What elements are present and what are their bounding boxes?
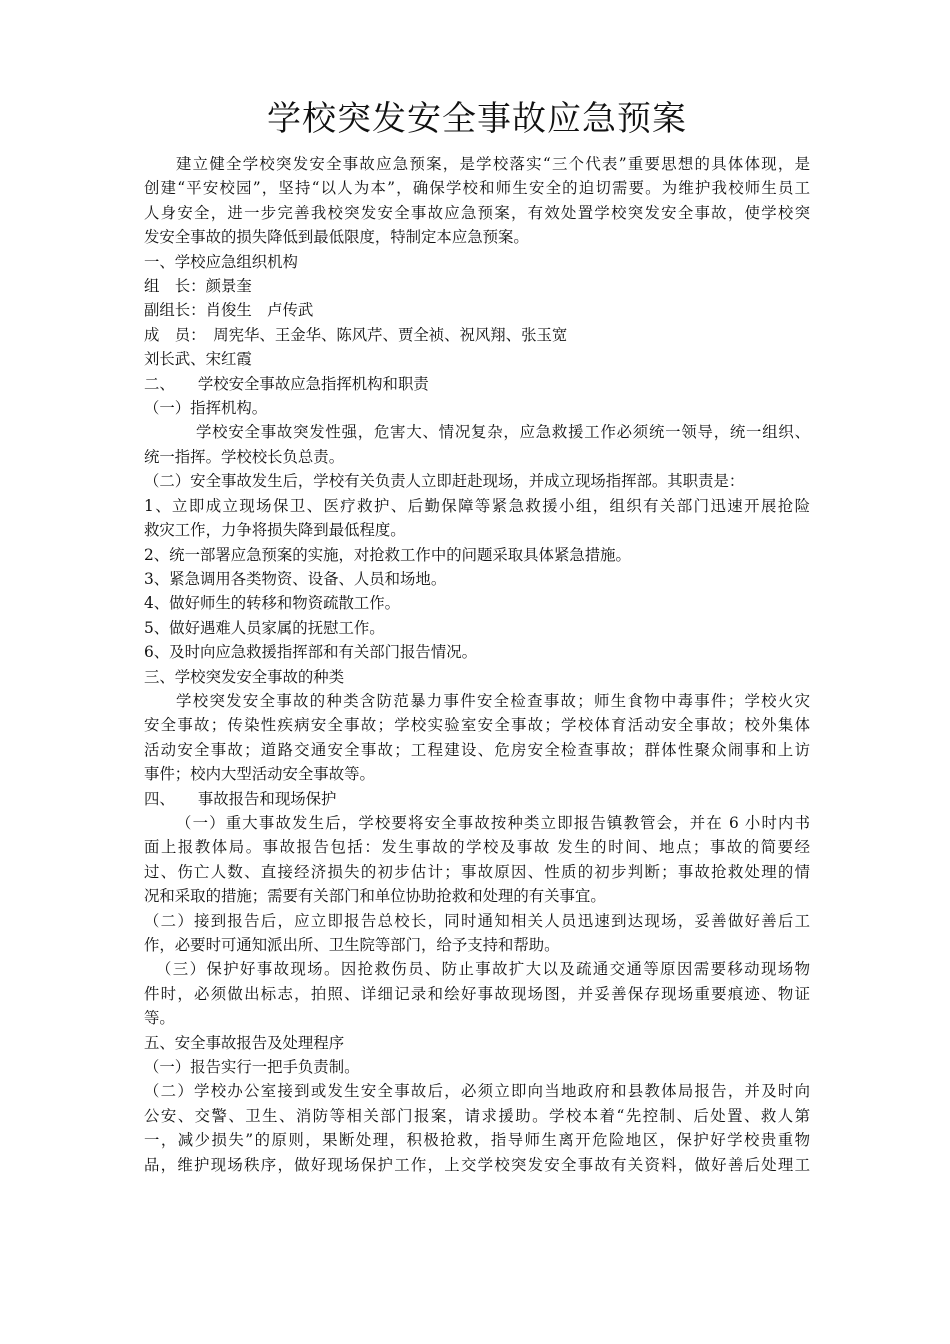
body-line: （一）指挥机构。: [144, 399, 268, 418]
body-line: 安全事故；传染性疾病安全事故；学校实验室安全事故；学校体育活动安全事故；校外集体: [144, 716, 810, 735]
body-line: 人身安全，进一步完善我校突发安全事故应急预案，有效处置学校突发安全事故，使学校突: [144, 203, 810, 222]
body-line: 4、做好师生的转移和物资疏散工作。: [144, 594, 401, 613]
body-line: 救灾工作，力争将损失降到最低程度。: [144, 521, 406, 540]
body-line: 刘长武、宋红霞: [144, 350, 252, 369]
body-line: （一）重大事故发生后，学校要将安全事故按种类立即报告镇教管会，并在 6 小时内书: [176, 813, 810, 832]
body-line: 组 长：颜景奎: [144, 277, 252, 296]
body-line: 一，减少损失”的原则，果断处理，积极抢救，指导师生离开危险地区，保护好学校贵重物: [144, 1131, 810, 1150]
body-line: 一、学校应急组织机构: [144, 252, 298, 271]
body-line: 三、学校突发安全事故的种类: [144, 667, 345, 686]
body-line: 5、做好遇难人员家属的抚慰工作。: [144, 618, 385, 637]
body-line: 活动安全事故；道路交通安全事故；工程建设、危房安全检查事故；群体性聚众闹事和上访: [144, 740, 810, 759]
body-line: 品，维护现场秩序，做好现场保护工作，上交学校突发安全事故有关资料，做好善后处理工: [144, 1155, 810, 1174]
body-line: 等。: [144, 1009, 175, 1028]
body-line: 学校突发安全事故的种类含防范暴力事件安全检查事故；师生食物中毒事件；学校火灾: [176, 691, 810, 710]
body-line: 二、 学校安全事故应急指挥机构和职责: [144, 374, 429, 393]
body-line: 2、统一部署应急预案的实施，对抢救工作中的问题采取具体紧急措施。: [144, 545, 631, 564]
body-line: 6、及时向应急救援指挥部和有关部门报告情况。: [144, 643, 477, 662]
body-line: （一）报告实行一把手负责制。: [144, 1058, 360, 1077]
body-line: 况和采取的措施；需要有关部门和单位协助抢救和处理的有关事宜。: [144, 887, 606, 906]
body-line: 作，必要时可通知派出所、卫生院等部门，给予支持和帮助。: [144, 936, 560, 954]
body-line: 发安全事故的损失降低到最低限度，特制定本应急预案。: [144, 228, 529, 247]
body-line: 副组长：肖俊生 卢传武: [144, 301, 314, 320]
body-line: （三）保护好事故现场。因抢救伤员、防止事故扩大以及疏通交通等原因需要移动现场物: [156, 960, 810, 979]
body-line: （二）接到报告后，应立即报告总校长，同时通知相关人员迅速到达现场，妥善做好善后工: [144, 911, 810, 930]
body-line: 五、安全事故报告及处理程序: [144, 1033, 345, 1052]
document-title: 学校突发安全事故应急预案: [267, 99, 687, 139]
body-line: 公安、交警、卫生、消防等相关部门报案，请求援助。学校本着“先控制、后处置、救人第: [144, 1106, 810, 1125]
body-line: 面上报教体局。事故报告包括：发生事故的学校及事故 发生的时间、地点；事故的简要经: [144, 838, 810, 857]
body-line: （二）安全事故发生后，学校有关负责人立即赶赴现场，并成立现场指挥部。其职责是：: [144, 472, 745, 491]
body-line: 建立健全学校突发安全事故应急预案，是学校落实“三个代表”重要思想的具体体现，是: [176, 155, 810, 173]
body-line: （二）学校办公室接到或发生安全事故后，必须立即向当地政府和县教体局报告，并及时向: [144, 1082, 810, 1101]
body-line: 3、紧急调用各类物资、设备、人员和场地。: [144, 569, 447, 588]
body-line: 学校安全事故突发性强，危害大、情况复杂，应急救援工作必须统一领导，统一组织、: [196, 423, 810, 442]
body-line: 过、伤亡人数、直接经济损失的初步估计；事故原因、性质的初步判断；事故抢救处理的情: [144, 862, 810, 881]
document-body: [144, 152, 810, 1177]
body-line: 1、立即成立现场保卫、医疗救护、后勤保障等紧急救援小组，组织有关部门迅速开展抢险: [144, 496, 810, 515]
body-line: 件时，必须做出标志，拍照、详细记录和绘好事故现场图，并妥善保存现场重要痕迹、物证: [144, 984, 810, 1003]
body-line: 创建“平安校园”，坚持“以人为本”，确保学校和师生安全的迫切需要。为维护我校师生员工: [144, 179, 810, 198]
body-line: 统一指挥。学校校长负总责。: [144, 447, 345, 466]
body-line: 成 员： 周宪华、王金华、陈风芹、贾全祯、祝风翔、张玉宽: [144, 325, 568, 344]
body-line: 事件；校内大型活动安全事故等。: [144, 765, 375, 784]
document-page: [144, 96, 810, 1177]
body-line: 四、 事故报告和现场保护: [144, 789, 337, 808]
